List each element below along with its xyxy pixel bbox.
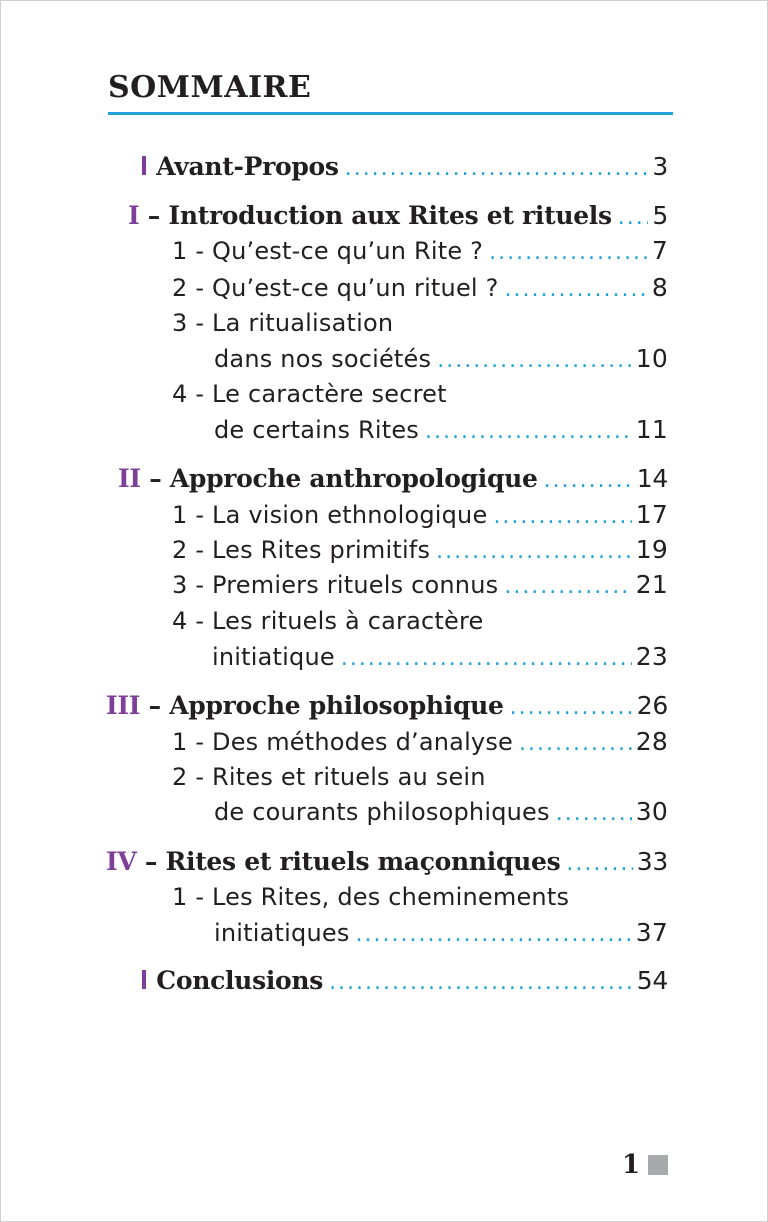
- dot-leader: [556, 797, 632, 831]
- section-separator: –: [140, 691, 170, 720]
- dot-leader: [505, 273, 648, 307]
- item-number: 2: [172, 763, 188, 791]
- item-label: Le caractère secret: [212, 380, 447, 408]
- toc-page-number: 21: [635, 570, 668, 599]
- dot-leader: [345, 152, 649, 186]
- toc-page-number: 3: [652, 152, 668, 181]
- page-folio: [622, 1150, 668, 1180]
- toc-item-4-1-line1: 1 - Les Rites, des cheminements: [172, 883, 570, 911]
- toc-item-1-4-line1: 4 - Le caractère secret: [172, 380, 447, 408]
- item-label: La vision ethnologique: [212, 501, 488, 529]
- toc-page-number: 28: [635, 727, 668, 756]
- item-number: 1: [172, 883, 188, 911]
- toc-page-number: 19: [635, 535, 668, 564]
- section-label: Approche philosophique: [169, 691, 504, 720]
- item-number: 3: [172, 571, 188, 599]
- toc-page-number: 5: [652, 201, 668, 230]
- item-number: 1: [172, 728, 188, 756]
- item-label: Qu’est-ce qu’un rituel ?: [212, 274, 499, 302]
- toc-page-number: 33: [636, 847, 668, 876]
- dot-leader: [510, 691, 633, 725]
- square-bullet-icon: [142, 156, 146, 175]
- item-label-continued: de courants philosophiques: [214, 798, 550, 826]
- toc-page-number: 7: [651, 236, 668, 265]
- section-numeral: I: [128, 201, 140, 230]
- dot-leader: [437, 344, 632, 378]
- toc-page-number: 37: [635, 918, 668, 947]
- item-label: Premiers rituels connus: [212, 571, 499, 599]
- dot-leader: [356, 918, 632, 952]
- item-label: La ritualisation: [212, 309, 394, 337]
- item-label: Les Rites, des cheminements: [212, 883, 570, 911]
- toc-page-number: 17: [635, 500, 668, 529]
- item-number: 1: [172, 237, 188, 265]
- toc-page-number: 8: [651, 273, 668, 302]
- dot-leader: [489, 236, 648, 270]
- item-label-continued: dans nos sociétés: [214, 345, 432, 373]
- toc-item-1-3[interactable]: [214, 342, 668, 376]
- item-label-continued: initiatique: [212, 643, 335, 671]
- toc-item-2-4[interactable]: [212, 640, 668, 674]
- section-numeral: IV: [106, 847, 137, 876]
- toc-section-4[interactable]: [106, 845, 668, 879]
- dot-leader: [436, 535, 632, 569]
- page-number: 1: [622, 1150, 641, 1180]
- toc-item-2-3[interactable]: 3 - Premiers rituels connus ..... 21: [172, 568, 668, 602]
- section-label: Approche anthropologique: [169, 464, 538, 493]
- square-bullet-icon: [142, 970, 146, 989]
- item-label: Rites et rituels au sein: [212, 763, 486, 791]
- item-label: Des méthodes d’analyse: [212, 728, 514, 756]
- section-numeral: III: [106, 691, 141, 720]
- toc-page-number: 23: [635, 642, 668, 671]
- section-separator: –: [139, 201, 169, 230]
- toc-entry-conclusions[interactable]: [142, 964, 668, 998]
- toc-item-1-4[interactable]: [214, 413, 668, 447]
- dot-leader: [544, 464, 633, 498]
- item-number: 4: [172, 607, 188, 635]
- section-numeral: II: [118, 464, 141, 493]
- toc-page-number: 54: [636, 966, 668, 995]
- toc-page-number: 26: [636, 691, 668, 720]
- section-separator: –: [136, 847, 166, 876]
- toc-section-3[interactable]: [106, 689, 668, 723]
- item-number: 4: [172, 380, 188, 408]
- page-title: SOMMAIRE: [108, 70, 312, 105]
- toc-item-1-2[interactable]: 2 - Qu’est-ce qu’un rituel ? ..... 8: [172, 271, 668, 305]
- item-label-continued: de certains Rites: [214, 416, 420, 444]
- toc-item-3-2-line1: 2 - Rites et rituels au sein: [172, 763, 486, 791]
- dot-leader: [493, 500, 631, 534]
- section-label: Introduction aux Rites et rituels: [168, 201, 612, 230]
- dot-leader: [425, 415, 632, 449]
- toc-section-1[interactable]: [128, 199, 668, 233]
- toc-item-1-1[interactable]: 1 - Qu’est-ce qu’un Rite ? ..... 7: [172, 234, 668, 268]
- section-separator: –: [140, 464, 170, 493]
- dot-leader: [504, 570, 631, 604]
- toc-item-2-1[interactable]: 1 - La vision ethnologique ..... 17: [172, 498, 668, 532]
- dot-leader: [519, 727, 632, 761]
- toc-item-2-4-line1: 4 - Les rituels à caractère: [172, 607, 484, 635]
- toc-item-1-3-line1: 3 - La ritualisation: [172, 309, 394, 337]
- section-label: Rites et rituels maçonniques: [165, 847, 561, 876]
- title-underline: [108, 112, 673, 115]
- item-label: Qu’est-ce qu’un Rite ?: [212, 237, 484, 265]
- toc-page-number: 10: [635, 344, 668, 373]
- item-label: Les Rites primitifs: [212, 536, 431, 564]
- item-number: 2: [172, 536, 188, 564]
- dot-leader: [618, 201, 649, 235]
- toc-section-2[interactable]: [118, 462, 668, 496]
- item-label-continued: initiatiques: [214, 919, 350, 947]
- gray-square-icon: [648, 1155, 668, 1175]
- dot-leader: [329, 966, 633, 1000]
- toc-page-number: 11: [635, 415, 668, 444]
- dot-leader: [566, 847, 632, 881]
- toc-item-3-1[interactable]: 1 - Des méthodes d’analyse ..... 28: [172, 725, 668, 759]
- toc-item-4-1[interactable]: [214, 916, 668, 950]
- item-label: Les rituels à caractère: [212, 607, 484, 635]
- dot-leader: [341, 642, 632, 676]
- toc-item-3-2[interactable]: [214, 795, 668, 829]
- item-number: 1: [172, 501, 188, 529]
- toc-item-2-2[interactable]: 2 - Les Rites primitifs ..... 19: [172, 533, 668, 567]
- toc-page-number: 30: [635, 797, 668, 826]
- toc-entry-label: Conclusions: [156, 966, 324, 995]
- toc-entry-avant-propos[interactable]: [142, 150, 668, 184]
- toc-page-number: 14: [636, 464, 668, 493]
- item-number: 3: [172, 309, 188, 337]
- toc-entry-label: Avant-Propos: [156, 152, 339, 181]
- item-number: 2: [172, 274, 188, 302]
